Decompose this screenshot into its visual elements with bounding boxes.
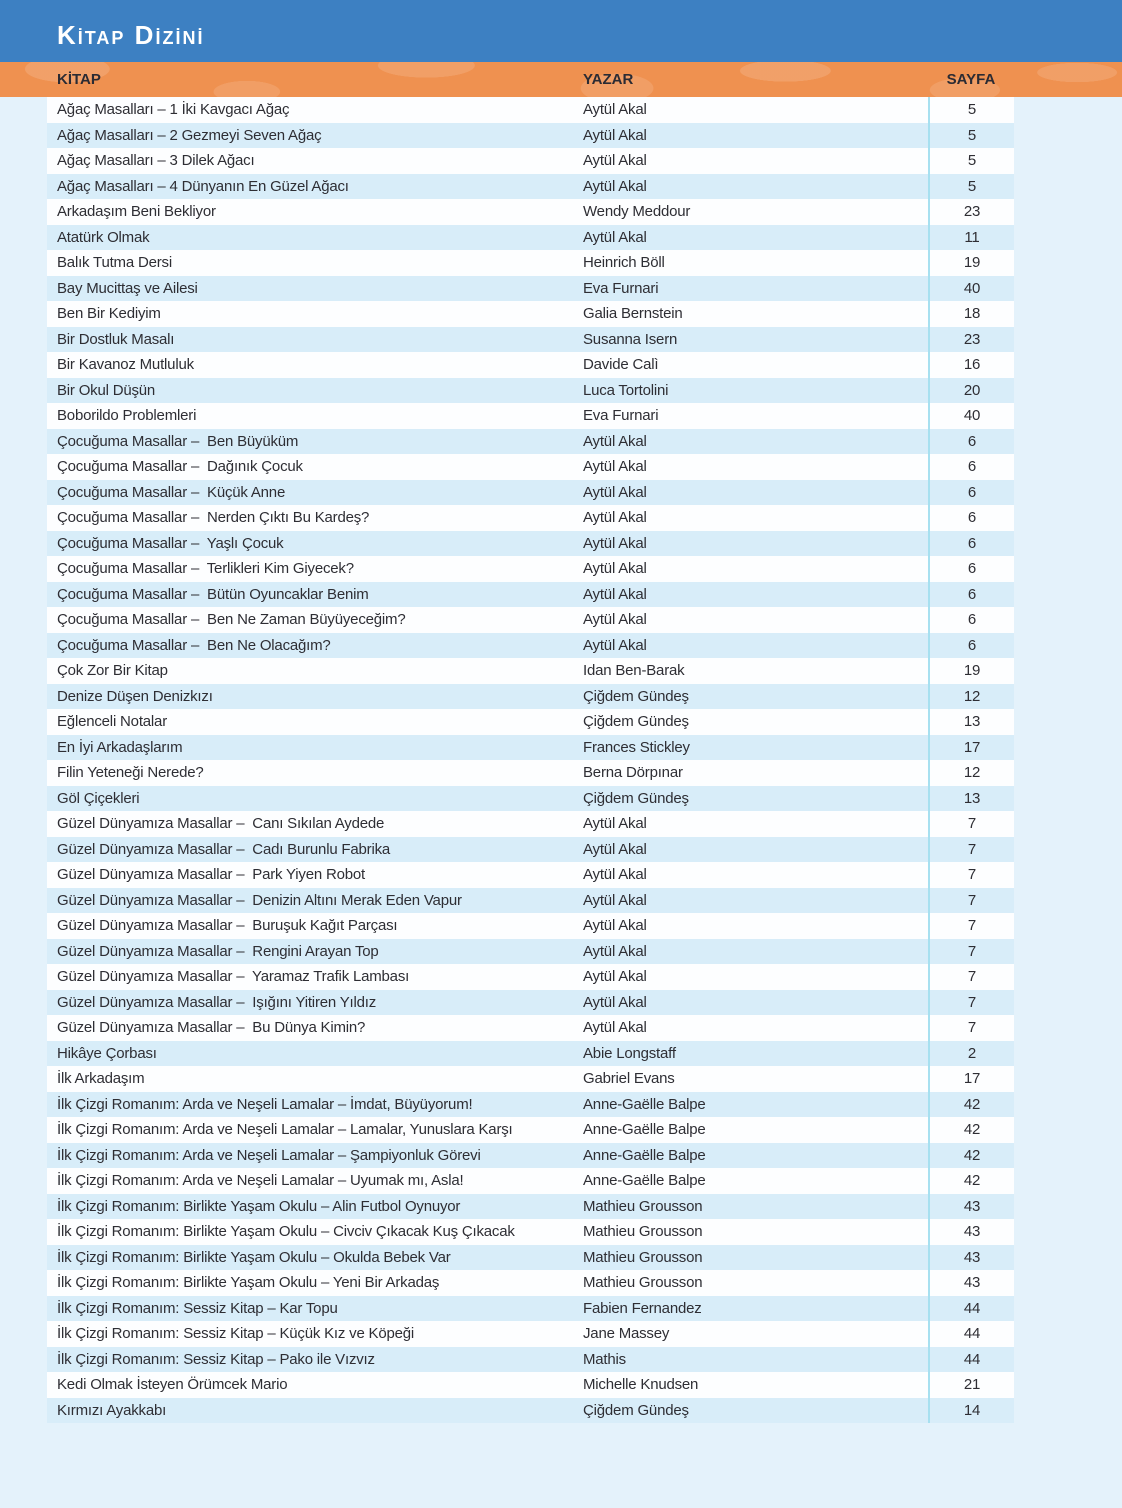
page-number-cell: 6 [928,633,1014,659]
table-row [47,939,1014,965]
page-number-cell: 19 [928,250,1014,276]
table-row [47,505,1014,531]
table-row [47,531,1014,557]
page-number-cell: 7 [928,990,1014,1016]
page-number-cell: 12 [928,760,1014,786]
page-number-cell: 17 [928,1066,1014,1092]
table-row [47,199,1014,225]
table-row [47,1296,1014,1322]
author-cell: Michelle Knudsen [583,1376,699,1394]
table-row [47,97,1014,123]
author-cell: Gabriel Evans [583,1070,675,1088]
book-title-cell: Çocuğuma Masallar – Dağınık Çocuk [57,458,303,476]
table-row [47,1143,1014,1169]
table-row [47,378,1014,404]
page-number-cell: 19 [928,658,1014,684]
book-title-cell: Güzel Dünyamıza Masallar – Cadı Burunlu Fabrika [57,840,391,858]
page-title: Kitap Dizini [57,20,205,50]
page-number-cell: 18 [928,301,1014,327]
author-cell: Aytül Akal [583,560,647,578]
author-cell: Aytül Akal [583,152,647,170]
page-number-cell: 42 [928,1117,1014,1143]
book-title-cell: Çocuğuma Masallar – Bütün Oyuncaklar Benim [57,585,369,603]
page-number-cell: 16 [928,352,1014,378]
author-cell: Aytül Akal [583,483,647,501]
author-cell: Mathieu Grousson [583,1274,703,1292]
book-title-cell: Bay Mucittaş ve Ailesi [57,279,198,297]
author-cell: Aytül Akal [583,534,647,552]
book-title-cell: Çocuğuma Masallar – Nerden Çıktı Bu Kardeş? [57,509,370,527]
table-row [47,1372,1014,1398]
page-number-cell: 6 [928,582,1014,608]
book-title-cell: Kedi Olmak İsteyen Örümcek Mario [57,1376,288,1394]
book-title-cell: Eğlenceli Notalar [57,713,167,731]
page-number-cell: 6 [928,480,1014,506]
table-row [47,1347,1014,1373]
author-cell: Aytül Akal [583,917,647,935]
author-cell: Aytül Akal [583,636,647,654]
table-row [47,709,1014,735]
page-number-cell: 43 [928,1245,1014,1271]
author-cell: Eva Furnari [583,279,659,297]
book-title-cell: İlk Çizgi Romanım: Birlikte Yaşam Okulu – Civciv Çıkacak Kuş Çıkacak [57,1223,515,1241]
table-row [47,1270,1014,1296]
author-cell: Çiğdem Gündeş [583,1401,689,1419]
book-title-cell: Güzel Dünyamıza Masallar – Yaramaz Trafik Lambası [57,968,410,986]
book-title-cell: İlk Çizgi Romanım: Sessiz Kitap – Küçük Kız ve Köpeği [57,1325,415,1343]
author-cell: Heinrich Böll [583,254,665,272]
page-number-cell: 40 [928,403,1014,429]
author-cell: Aytül Akal [583,968,647,986]
book-title-cell: Hikâye Çorbası [57,1044,157,1062]
author-cell: Aytül Akal [583,942,647,960]
table-row [47,760,1014,786]
author-cell: Mathieu Grousson [583,1223,703,1241]
book-title-cell: Balık Tutma Dersi [57,254,172,272]
author-cell: Fabien Fernandez [583,1299,702,1317]
book-title-cell: İlk Çizgi Romanım: Birlikte Yaşam Okulu – Alin Futbol Oynuyor [57,1197,461,1215]
table-row [47,582,1014,608]
table-row [47,480,1014,506]
author-cell: Aytül Akal [583,509,647,527]
page-number-cell: 7 [928,837,1014,863]
page-number-cell: 7 [928,811,1014,837]
page-number-cell: 43 [928,1270,1014,1296]
author-cell: Mathieu Grousson [583,1197,703,1215]
book-title-cell: İlk Çizgi Romanım: Birlikte Yaşam Okulu – Yeni Bir Arkadaş [57,1274,440,1292]
author-cell: Aytül Akal [583,101,647,119]
page-number-cell: 6 [928,607,1014,633]
book-title-cell: Atatürk Olmak [57,228,150,246]
book-title-cell: Ağaç Masalları – 1 İki Kavgacı Ağaç [57,101,290,119]
book-title-cell: Güzel Dünyamıza Masallar – Bu Dünya Kimin? [57,1019,366,1037]
book-title-cell: Güzel Dünyamıza Masallar – Buruşuk Kağıt Parçası [57,917,398,935]
table-row [47,123,1014,149]
table-row [47,403,1014,429]
book-title-cell: En İyi Arkadaşlarım [57,738,183,756]
page-number-cell: 7 [928,888,1014,914]
table-row [47,990,1014,1016]
author-cell: Eva Furnari [583,407,659,425]
table-row [47,1041,1014,1067]
book-title-cell: İlk Arkadaşım [57,1070,145,1088]
book-title-cell: Güzel Dünyamıza Masallar – Park Yiyen Robot [57,866,366,884]
table-row [47,786,1014,812]
table-row [47,250,1014,276]
author-cell: Idan Ben-Barak [583,662,685,680]
page-number-cell: 7 [928,939,1014,965]
book-title-cell: Filin Yeteneği Nerede? [57,764,204,782]
page-number-cell: 23 [928,327,1014,353]
book-title-cell: Güzel Dünyamıza Masallar – Denizin Altını Merak Eden Vapur [57,891,462,909]
book-title-cell: Çocuğuma Masallar – Ben Ne Zaman Büyüyeceğim? [57,611,406,629]
column-header-sayfa: SAYFA [946,71,996,88]
page-number-cell: 11 [928,225,1014,251]
book-title-cell: Güzel Dünyamıza Masallar – Işığını Yitiren Yıldız [57,993,377,1011]
book-title-cell: Çocuğuma Masallar – Küçük Anne [57,483,286,501]
table-row [47,1015,1014,1041]
column-header-kitap: KİTAP [57,71,101,88]
book-title-cell: Bir Kavanoz Mutluluk [57,356,194,374]
author-cell: Çiğdem Gündeş [583,789,689,807]
page-number-cell: 44 [928,1347,1014,1373]
book-title-cell: Ağaç Masalları – 2 Gezmeyi Seven Ağaç [57,126,322,144]
table-row [47,276,1014,302]
page-number-cell: 2 [928,1041,1014,1067]
author-cell: Aytül Akal [583,1019,647,1037]
book-title-cell: Çocuğuma Masallar – Ben Büyüküm [57,432,299,450]
page-number-cell: 20 [928,378,1014,404]
table-row [47,1066,1014,1092]
author-cell: Aytül Akal [583,993,647,1011]
book-title-cell: Çocuğuma Masallar – Yaşlı Çocuk [57,534,284,552]
table-header-row [0,62,1122,97]
page-number-cell: 12 [928,684,1014,710]
book-title-cell: Denize Düşen Denizkızı [57,687,213,705]
page-number-cell: 42 [928,1092,1014,1118]
table-row [47,811,1014,837]
book-title-cell: Göl Çiçekleri [57,789,140,807]
table-row [47,1398,1014,1424]
author-cell: Aytül Akal [583,840,647,858]
table-row [47,556,1014,582]
author-cell: Anne-Gaëlle Balpe [583,1172,706,1190]
page-number-cell: 5 [928,148,1014,174]
author-cell: Aytül Akal [583,458,647,476]
table-row [47,862,1014,888]
table-row [47,1245,1014,1271]
book-title-cell: Bir Okul Düşün [57,381,156,399]
book-title-cell: Güzel Dünyamıza Masallar – Rengini Arayan Top [57,942,379,960]
book-title-cell: Kırmızı Ayakkabı [57,1401,167,1419]
table-row [47,913,1014,939]
page-number-cell: 40 [928,276,1014,302]
page-number-cell: 17 [928,735,1014,761]
book-title-cell: Ağaç Masalları – 4 Dünyanın En Güzel Ağacı [57,177,349,195]
book-title-cell: İlk Çizgi Romanım: Sessiz Kitap – Pako ile Vızvız [57,1350,375,1368]
page-number-cell: 21 [928,1372,1014,1398]
page-number-cell: 7 [928,913,1014,939]
author-cell: Anne-Gaëlle Balpe [583,1121,706,1139]
book-title-cell: Çocuğuma Masallar – Terlikleri Kim Giyecek? [57,560,354,578]
page-number-cell: 44 [928,1296,1014,1322]
table-row [47,352,1014,378]
table-row [47,633,1014,659]
table-row [47,684,1014,710]
table-row [47,1168,1014,1194]
page-number-cell: 5 [928,123,1014,149]
page-number-cell: 7 [928,964,1014,990]
author-cell: Abie Longstaff [583,1044,676,1062]
author-cell: Susanna Isern [583,330,678,348]
page-number-cell: 7 [928,862,1014,888]
table-row [47,148,1014,174]
author-cell: Aytül Akal [583,866,647,884]
author-cell: Wendy Meddour [583,203,691,221]
author-cell: Mathieu Grousson [583,1248,703,1266]
table-row [47,735,1014,761]
page-number-cell: 43 [928,1219,1014,1245]
book-title-cell: Güzel Dünyamıza Masallar – Canı Sıkılan Aydede [57,815,385,833]
author-cell: Frances Stickley [583,738,690,756]
book-title-cell: Çok Zor Bir Kitap [57,662,168,680]
page-number-cell: 5 [928,97,1014,123]
page-number-cell: 6 [928,505,1014,531]
author-cell: Galia Bernstein [583,305,683,323]
table-row [47,837,1014,863]
page-number-cell: 7 [928,1015,1014,1041]
author-cell: Aytül Akal [583,611,647,629]
author-cell: Davide Calì [583,356,659,374]
author-cell: Berna Dörpınar [583,764,683,782]
page-number-cell: 5 [928,174,1014,200]
page-number-cell: 6 [928,556,1014,582]
table-row [47,301,1014,327]
author-cell: Jane Massey [583,1325,670,1343]
page-number-cell: 6 [928,454,1014,480]
page-number-cell: 14 [928,1398,1014,1424]
column-header-yazar: YAZAR [583,71,634,88]
author-cell: Aytül Akal [583,585,647,603]
book-title-cell: Ben Bir Kediyim [57,305,161,323]
table-row [47,1117,1014,1143]
table-row [47,454,1014,480]
author-cell: Anne-Gaëlle Balpe [583,1095,706,1113]
author-cell: Luca Tortolini [583,381,669,399]
book-title-cell: Çocuğuma Masallar – Ben Ne Olacağım? [57,636,331,654]
page-number-cell: 44 [928,1321,1014,1347]
author-cell: Aytül Akal [583,126,647,144]
book-table [47,97,1014,1423]
author-cell: Aytül Akal [583,177,647,195]
book-title-cell: Bir Dostluk Masalı [57,330,175,348]
page-number-cell: 6 [928,531,1014,557]
book-title-cell: İlk Çizgi Romanım: Arda ve Neşeli Lamalar – İmdat, Büyüyorum! [57,1095,473,1113]
table-row [47,1194,1014,1220]
author-cell: Mathis [583,1350,626,1368]
author-cell: Çiğdem Gündeş [583,687,689,705]
table-row [47,1092,1014,1118]
book-title-cell: İlk Çizgi Romanım: Arda ve Neşeli Lamalar – Uyumak mı, Asla! [57,1172,464,1190]
page-number-cell: 23 [928,199,1014,225]
page-number-cell: 6 [928,429,1014,455]
page-number-cell: 42 [928,1143,1014,1169]
book-title-cell: İlk Çizgi Romanım: Sessiz Kitap – Kar Topu [57,1299,338,1317]
page-header-bar [0,0,1122,62]
table-row [47,658,1014,684]
author-cell: Aytül Akal [583,891,647,909]
book-title-cell: Boborildo Problemleri [57,407,197,425]
book-title-cell: İlk Çizgi Romanım: Birlikte Yaşam Okulu – Okulda Bebek Var [57,1248,451,1266]
table-row [47,888,1014,914]
book-title-cell: İlk Çizgi Romanım: Arda ve Neşeli Lamalar – Şampiyonluk Görevi [57,1146,481,1164]
page-number-cell: 43 [928,1194,1014,1220]
table-row [47,327,1014,353]
author-cell: Çiğdem Gündeş [583,713,689,731]
table-row [47,429,1014,455]
table-row [47,1219,1014,1245]
page-number-cell: 13 [928,786,1014,812]
table-row [47,964,1014,990]
author-cell: Aytül Akal [583,432,647,450]
author-cell: Aytül Akal [583,815,647,833]
table-row [47,607,1014,633]
table-row [47,174,1014,200]
table-row [47,1321,1014,1347]
page-number-cell: 42 [928,1168,1014,1194]
author-cell: Anne-Gaëlle Balpe [583,1146,706,1164]
book-title-cell: Ağaç Masalları – 3 Dilek Ağacı [57,152,255,170]
book-title-cell: İlk Çizgi Romanım: Arda ve Neşeli Lamalar – Lamalar, Yunuslara Karşı [57,1121,513,1139]
page-number-cell: 13 [928,709,1014,735]
book-title-cell: Arkadaşım Beni Bekliyor [57,203,216,221]
author-cell: Aytül Akal [583,228,647,246]
table-row [47,225,1014,251]
